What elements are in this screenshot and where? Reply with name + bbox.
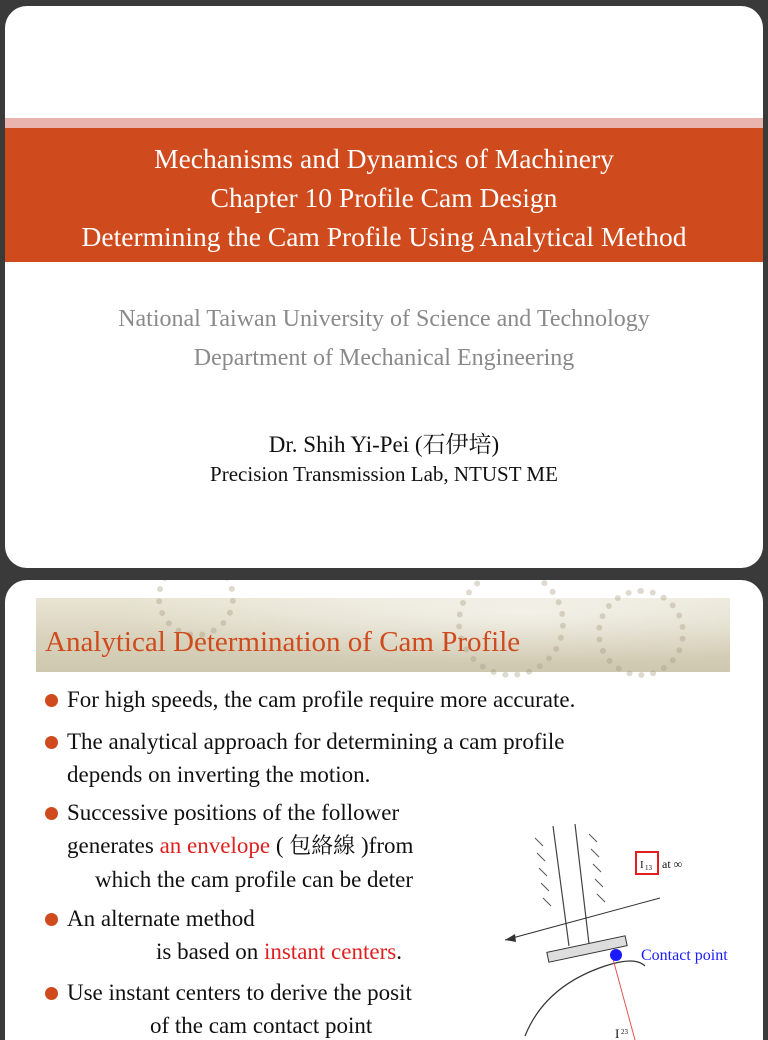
lab-name: Precision Transmission Lab, NTUST ME — [210, 462, 558, 486]
follower-stem-right — [575, 824, 589, 944]
gear-decoration-icon — [596, 588, 686, 678]
title-slide — [5, 6, 763, 568]
guide-hatching — [535, 834, 605, 906]
follower-stem-left — [553, 826, 569, 946]
normal-line — [505, 898, 660, 940]
envelope-term: an envelope — [159, 833, 271, 858]
i13-label: I — [640, 859, 644, 871]
chapter-title: Chapter 10 Profile Cam Design — [210, 182, 558, 213]
title-accent-stripe — [5, 118, 763, 128]
slide-heading: Analytical Determination of Cam Profile — [45, 626, 521, 658]
topic-title: Determining the Cam Profile Using Analytical Method — [81, 221, 687, 252]
bullet-icon — [45, 736, 58, 749]
cam-outline — [525, 961, 645, 1036]
author-name: Dr. Shih Yi-Pei (石伊培) — [268, 432, 500, 457]
bullet-icon — [45, 807, 58, 820]
arrow-head-icon — [505, 934, 516, 942]
bullet-icon — [45, 913, 58, 926]
title-band — [5, 128, 763, 262]
instant-centers-term: instant centers — [263, 939, 397, 964]
content-slide — [5, 580, 763, 1040]
contact-point-label: Contact point — [641, 947, 728, 964]
i23-subscript: 23 — [621, 1028, 628, 1036]
bullet-icon — [45, 694, 58, 707]
i23-label: I — [615, 1026, 620, 1040]
heading-banner — [36, 598, 730, 672]
bullet-item: Use instant centers to derive the posit of the cam contact point — [45, 976, 412, 1040]
cam-diagram-svg — [485, 816, 763, 1040]
department-name: Department of Mechanical Engineering — [193, 345, 575, 371]
bullet-item: The analytical approach for determining a cam profile depends on inverting the motion. — [45, 725, 564, 791]
course-title: Mechanisms and Dynamics of Machinery — [154, 143, 614, 174]
bullet-item: An alternate method is based on instant centers. — [45, 902, 402, 968]
university-name: National Taiwan University of Science and Technology — [118, 306, 650, 332]
bullet-item: For high speeds, the cam profile require more accurate. — [45, 683, 575, 716]
cam-follower-diagram — [485, 816, 763, 1040]
at-infinity-label: at ∞ — [662, 857, 683, 871]
bullet-item: Successive positions of the follower generates an envelope ( 包絡線 )from which the cam profile can be deter — [45, 796, 413, 896]
contact-point-marker-icon — [610, 949, 622, 961]
i13-subscript: 13 — [645, 864, 652, 872]
bullet-icon — [45, 987, 58, 1000]
